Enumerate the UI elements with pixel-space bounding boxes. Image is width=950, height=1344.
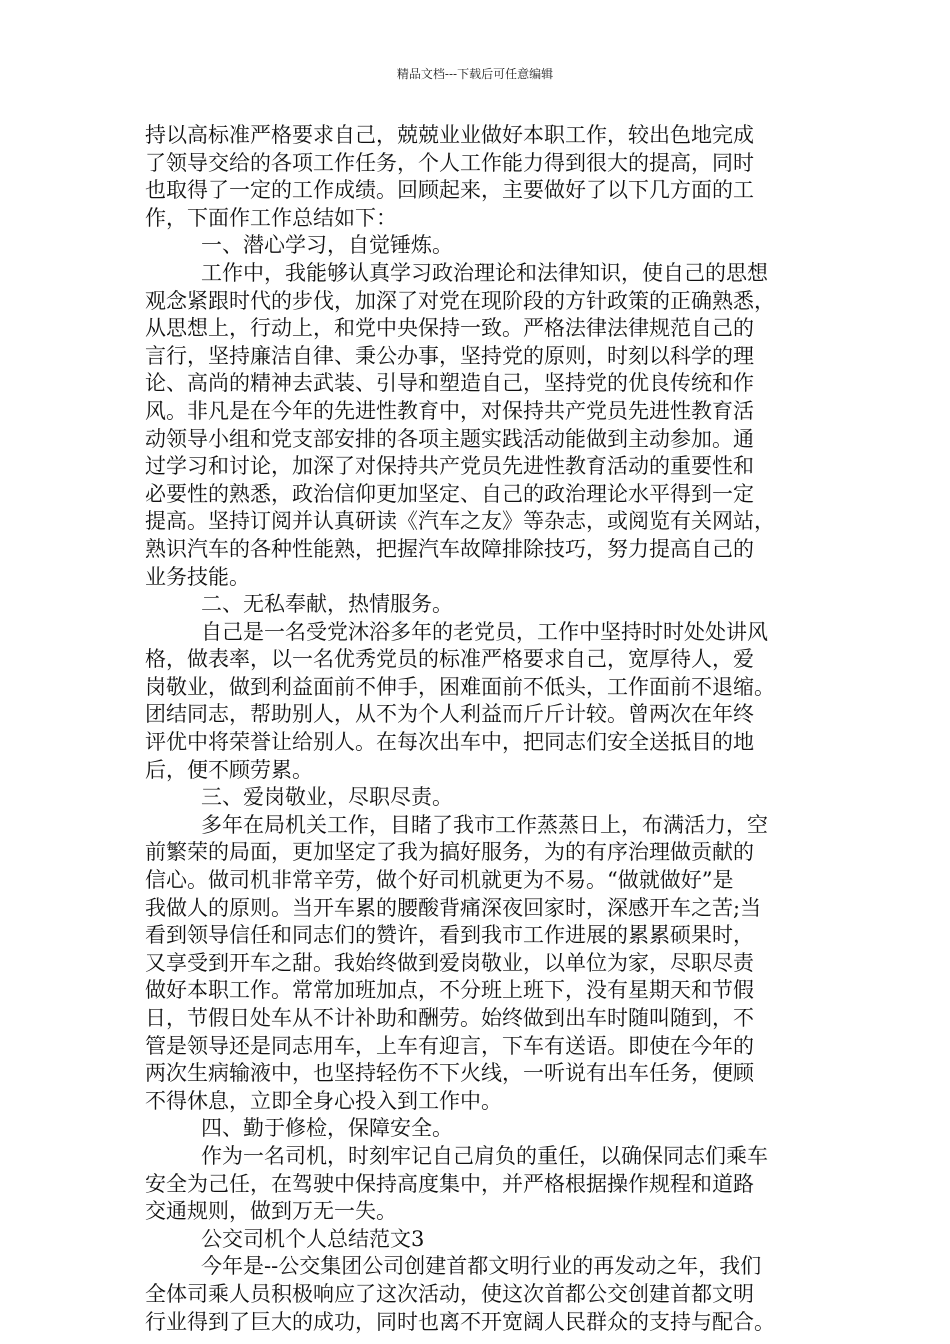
paragraph-line: 管是领导还是同志用车，上车有迎言，下车有送语。即使在今年的	[145, 1033, 754, 1058]
indented-paragraph-line: 多年在局机关工作，目睹了我市工作蒸蒸日上，布满活力，空	[201, 812, 768, 837]
paragraph-line: 信心。做司机非常辛劳，做个好司机就更为不易。“做就做好”是	[145, 868, 734, 893]
paragraph-line: 观念紧跟时代的步伐，加深了对党在现阶段的方针政策的正确熟悉，	[145, 288, 775, 313]
paragraph-line: 团结同志，帮助别人，从不为个人利益而斤斤计较。曾两次在年终	[145, 702, 754, 727]
document-body	[145, 122, 815, 1336]
paragraph-line: 动领导小组和党支部安排的各项主题实践活动能做到主动参加。通	[145, 426, 754, 451]
paragraph-line: 业务技能。	[145, 564, 250, 589]
paragraph-line: 作，下面作工作总结如下：	[145, 205, 397, 230]
paragraph-line: 论、高尚的精神去武装、引导和塑造自己，坚持党的优良传统和作	[145, 371, 754, 396]
paragraph-line: 看到领导信任和同志们的赞许，看到我市工作进展的累累硕果时，	[145, 923, 754, 948]
paragraph-line: 安全为己任，在驾驶中保持高度集中，并严格根据操作规程和道路	[145, 1171, 754, 1196]
paragraph-line: 两次生病输液中，也坚持轻伤不下火线，一听说有出车任务，便顾	[145, 1061, 754, 1086]
paragraph-line: 必要性的熟悉，政治信仰更加坚定、自己的政治理论水平得到一定	[145, 481, 754, 506]
indented-paragraph-line: 公交司机个人总结范文3	[201, 1226, 425, 1251]
page-header: 精品文档---下载后可任意编辑	[396, 67, 554, 81]
paragraph-line: 熟识汽车的各种性能熟，把握汽车故障排除技巧，努力提高自己的	[145, 536, 754, 561]
indented-paragraph-line: 工作中，我能够认真学习政治理论和法律知识，使自己的思想	[201, 260, 768, 285]
paragraph-line: 持以高标准严格要求自己，兢兢业业做好本职工作，较出色地完成	[145, 123, 754, 147]
paragraph-line: 了领导交给的各项工作任务，个人工作能力得到很大的提高，同时	[145, 150, 754, 175]
paragraph-line: 岗敬业，做到利益面前不伸手，困难面前不低头，工作面前不退缩。	[145, 674, 775, 699]
indented-paragraph-line: 三、爱岗敬业，尽职尽责。	[201, 785, 453, 810]
paragraph-line: 言行，坚持廉洁自律、秉公办事，坚持党的原则，时刻以科学的理	[145, 343, 754, 368]
indented-paragraph-line: 四、勤于修检，保障安全。	[201, 1116, 453, 1141]
paragraph-line: 我做人的原则。当开车累的腰酸背痛深夜回家时，深感开车之苦;当	[145, 895, 762, 920]
paragraph-line: 格，做表率，以一名优秀党员的标准严格要求自己，宽厚待人，爱	[145, 647, 754, 672]
paragraph-line: 前繁荣的局面，更加坚定了我为搞好服务，为的有序治理做贡献的	[145, 840, 754, 865]
paragraph-line: 全体司乘人员积极响应了这次活动，使这次首都公交创建首都文明	[145, 1281, 754, 1306]
paragraph-line: 不得休息，立即全身心投入到工作中。	[145, 1088, 502, 1113]
indented-paragraph-line: 二、无私奉献，热情服务。	[201, 592, 453, 617]
paragraph-line: 又享受到开车之甜。我始终做到爱岗敬业，以单位为家，尽职尽责	[145, 950, 754, 975]
indented-paragraph-line: 自己是一名受党沐浴多年的老党员，工作中坚持时时处处讲风	[201, 619, 768, 644]
paragraph-line: 日，节假日处车从不计补助和酬劳。始终做到出车时随叫随到，不	[145, 1006, 754, 1030]
paragraph-line: 过学习和讨论，加深了对保持共产党员先进性教育活动的重要性和	[145, 454, 754, 479]
paragraph-line: 做好本职工作。常常加班加点，不分班上班下，没有星期天和节假	[145, 978, 754, 1003]
paragraph-line: 交通规则，做到万无一失。	[145, 1199, 397, 1224]
indented-paragraph-line: 作为一名司机，时刻牢记自己肩负的重任，以确保同志们乘车	[201, 1143, 768, 1168]
paragraph-line: 从思想上，行动上，和党中央保持一致。严格法律法律规范自己的	[145, 316, 754, 341]
paragraph-line: 提高。坚持订阅并认真研读《汽车之友》等杂志，或阅览有关网站，	[145, 509, 775, 534]
paragraph-line: 后，便不顾劳累。	[145, 757, 313, 782]
indented-paragraph-line: 一、潜心学习，自觉锤炼。	[201, 233, 453, 258]
paragraph-line: 行业得到了巨大的成功，同时也离不开宽阔人民群众的支持与配合。	[145, 1309, 775, 1334]
paragraph-line: 风。非凡是在今年的先进性教育中，对保持共产党员先进性教育活	[145, 398, 754, 423]
paragraph-line: 也取得了一定的工作成绩。回顾起来，主要做好了以下几方面的工	[145, 178, 754, 203]
indented-paragraph-line: 今年是--公交集团公司创建首都文明行业的再发动之年，我们	[201, 1254, 762, 1279]
paragraph-line: 评优中将荣誉让给别人。在每次出车中，把同志们安全送抵目的地	[145, 730, 754, 755]
